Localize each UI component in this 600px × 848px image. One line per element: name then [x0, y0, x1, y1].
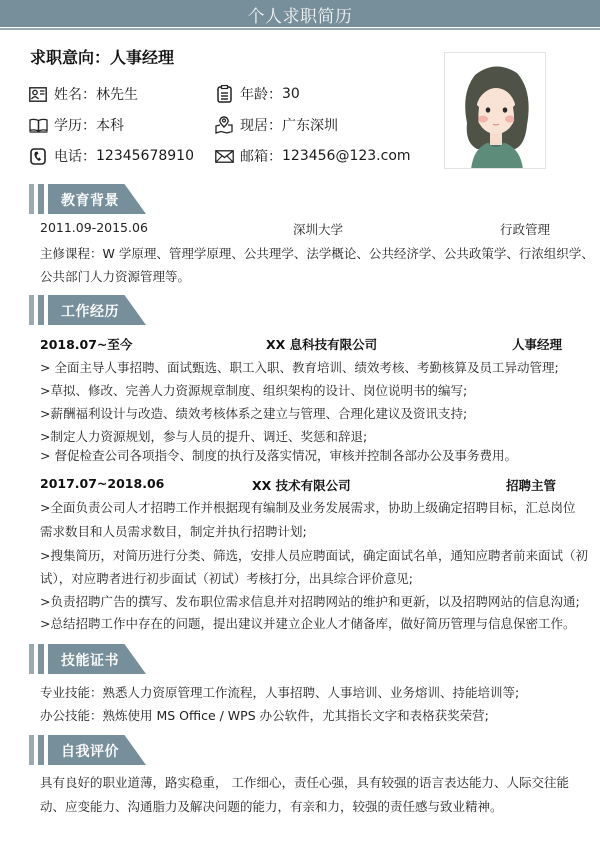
- section-title-education: 教育背景: [61, 193, 119, 209]
- info-education: 学历： 本科: [28, 115, 124, 135]
- job-position: 招聘主管: [506, 478, 557, 493]
- phone-icon: [28, 147, 48, 165]
- job-duty: >薪酬福利设计与改造、绩效考核体系之建立与管理、合理化建议及资讯支持;: [40, 406, 468, 421]
- phone-value: 12345678910: [96, 148, 194, 164]
- info-phone: 电话： 12345678910: [28, 146, 194, 166]
- section-header-self: [29, 735, 169, 765]
- job-duty: >制定人力资源规划，参与人员的提升、调迁、奖惩和辞退;: [40, 429, 368, 444]
- info-email: 邮箱： 123456@123.com: [214, 146, 411, 166]
- section-header-education: [29, 184, 169, 214]
- job-duty: 需求数目和人员需求数目，制定并执行招聘计划;: [40, 524, 307, 539]
- info-name: 姓名： 林先生: [28, 84, 138, 104]
- job-duty: >负责招聘广告的撰写、发布职位需求信息并对招聘网站的维护和更新，以及招聘网站的信息沟通;: [40, 594, 580, 609]
- avatar-illustration: [445, 53, 546, 169]
- education-courses-cont: 公共部门人力资源管理等。: [40, 269, 191, 284]
- profile-photo: [444, 52, 546, 169]
- job-company: XX 息科技有限公司: [266, 337, 378, 352]
- job-duty: >草拟、修改、完善人力资源规章制度、组织架构的设计、岗位说明书的编写;: [40, 383, 468, 398]
- residence-value: 广东深圳: [282, 118, 338, 134]
- job-duty: >全面负责公司人才招聘工作并根据现有编制及业务发展需求，协助上级确定招聘目标，汇总岗位: [40, 500, 576, 515]
- education-value: 本科: [96, 118, 124, 134]
- job-duty: > 全面主导人事招聘、面试甄选、职工入职、教育培训、绩效考核、考勤核算及员工异动管理;: [40, 360, 559, 375]
- self-evaluation: 动、应变能力、沟通脂力及解决问题的能力，有亲和力，较强的责任感与致业精神。: [40, 799, 503, 814]
- job-period: 2017.07~2018.06: [40, 476, 165, 491]
- job-position: 人事经理: [512, 337, 563, 352]
- education-period: 2011.09-2015.06: [40, 220, 148, 235]
- book-icon: [28, 116, 48, 134]
- section-title-self: 自我评价: [61, 744, 119, 760]
- info-age: 年龄： 30: [214, 84, 300, 104]
- age-value: 30: [282, 86, 300, 102]
- title-divider: [0, 28, 600, 30]
- skill-item: 专业技能：熟悉人力资原管理工作流程，人事招聘、人事培训、业务熔训、持能培训等;: [40, 685, 520, 700]
- page-title: 个人求职简历: [247, 7, 353, 27]
- job-objective: 求职意向：人事经理: [30, 48, 175, 67]
- section-title-skills: 技能证书: [61, 653, 119, 669]
- name-value: 林先生: [96, 87, 138, 103]
- section-header-work: [29, 295, 169, 325]
- envelope-icon: [214, 147, 234, 165]
- section-title-work: 工作经历: [61, 304, 119, 320]
- id-card-icon: [28, 85, 48, 103]
- email-value: 123456@123.com: [282, 148, 411, 164]
- education-school: 深圳大学: [293, 222, 344, 237]
- education-major: 行政管理: [500, 222, 551, 237]
- info-residence: 现居： 广东深圳: [214, 115, 338, 135]
- job-company: XX 技术有限公司: [252, 478, 351, 493]
- job-period: 2018.07~至今: [40, 337, 133, 352]
- job-duty: >搜集简历，对简历进行分类、筛选，安排人员应聘面试，确定面试名单，通知应聘者前来面试（初: [40, 548, 588, 563]
- self-evaluation: 具有良好的职业道薄，路实稳重， 工作细心，责任心强，具有较强的语言表达能力、人际交往能: [40, 775, 569, 790]
- skill-item: 办公技能：熟炼使用 MS Office / WPS 办公软件，尤其指长文字和表格获奖荣营;: [40, 708, 489, 723]
- job-duty: >总结招聘工作中存在的问题，提出建议并建立企业人才储备库，做好简历管理与信息保密工作。: [40, 616, 576, 631]
- title-bar: [0, 0, 600, 27]
- education-courses: 主修课程：W 学原理、管理学原理、公共理学、法学概论、公共经济学、公共政策学、行浓组织学、: [40, 246, 594, 261]
- job-duty: 试），对应聘者进行初步面试（初试）考核打分，出具综合评价意见;: [40, 571, 413, 586]
- job-duty: > 督促检查公司各项指令、制度的执行及落实情况，审核并控制各部办公及事务费用。: [40, 448, 517, 463]
- clipboard-icon: [214, 85, 234, 103]
- section-header-skills: [29, 644, 169, 674]
- location-pin-icon: [214, 116, 234, 134]
